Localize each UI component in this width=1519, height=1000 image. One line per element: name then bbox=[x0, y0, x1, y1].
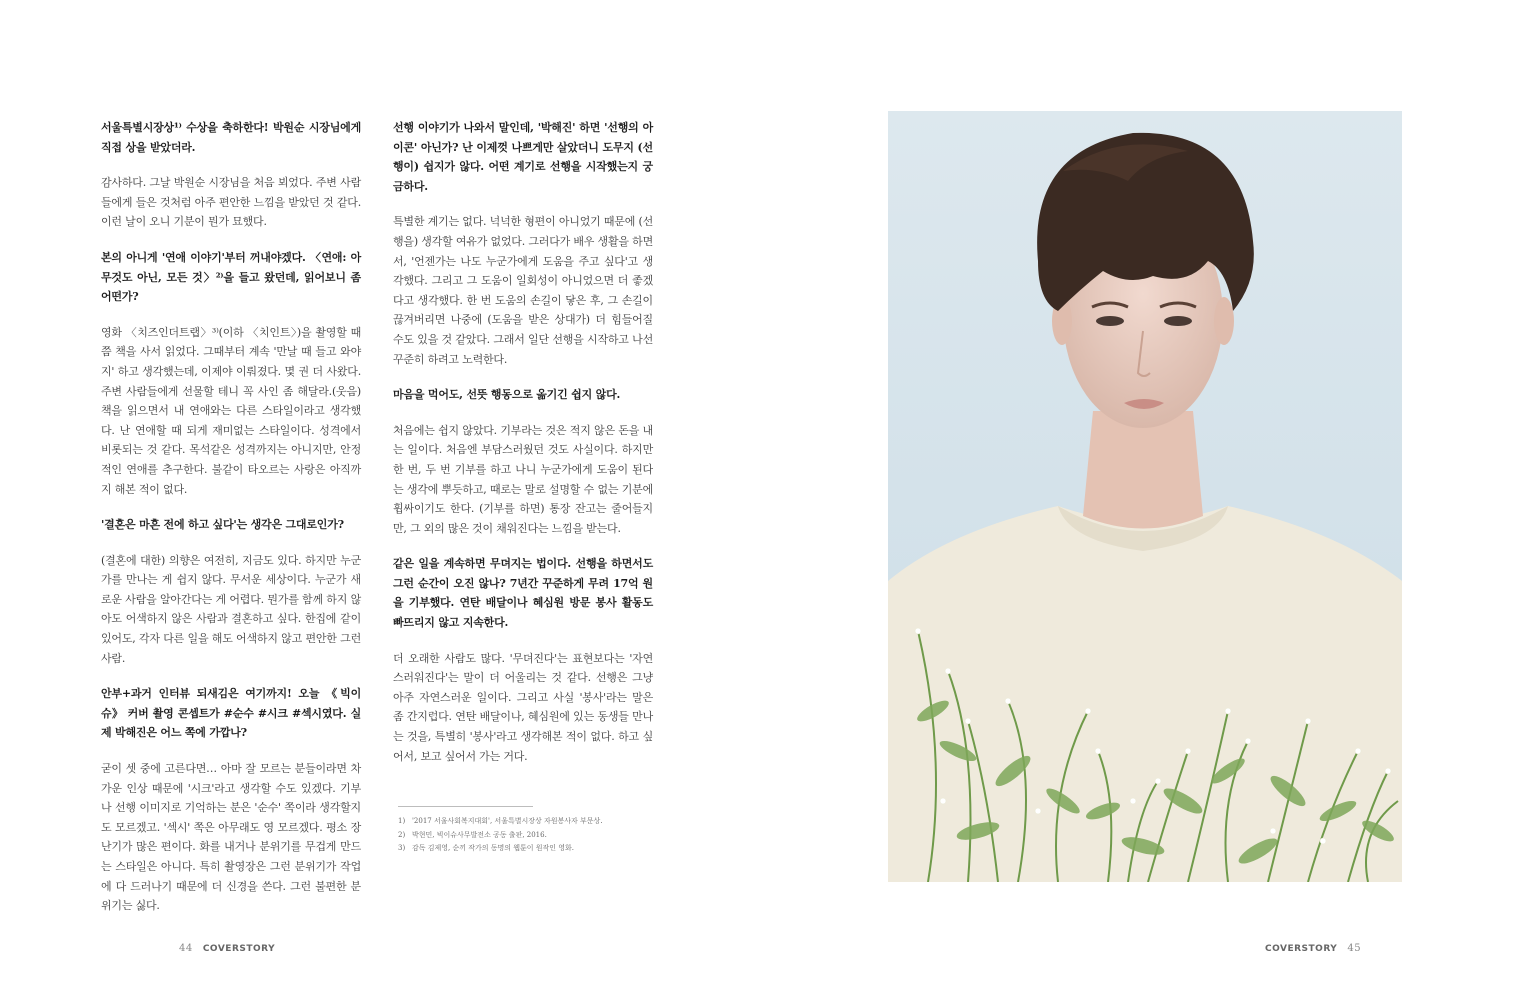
interview-answer: 특별한 계기는 없다. 넉넉한 형편이 아니었기 때문에 (선행을) 생각할 여유가 없었다. 그러다가 배우 생활을 하면서, '언젠가는 나도 누군가에게 도움을 주고 싶다'고 생각했다. 그리고 그 도움이 일회성이 아니었으면 더 좋겠다고 생각했다. 한 번 도움의 손길이 닿은 후, 그 손길이 끊겨버리면 나중에 (도움을 받은 상대가) 더 힘들어질 수도 있을 것 같았다. 그래서 일단 선행을 시작하고 나선 꾸준히 하려고 노력한다. bbox=[393, 215, 653, 366]
article-column-right bbox=[393, 118, 653, 782]
cover-photo bbox=[888, 111, 1402, 882]
interview-answer: 굳이 셋 중에 고른다면… 아마 잘 모르는 분들이라면 차가운 인상 때문에 '시크'라고 생각할 수도 있겠다. 기부나 선행 이미지로 기억하는 분은 '순수' 쪽이라 생각할지도 모르겠고. '섹시' 쪽은 아무래도 영 모르겠다. 평소 장난기가 많은 편이다. 화를 내거나 분위기를 무겁게 만드는 스타일은 아니다. 특히 촬영장은 그런 분위기가 작업에 다 드러나기 때문에 더 신경을 쓴다. 그런 불편한 분위기는 싫다. bbox=[101, 762, 361, 913]
interview-question: 안부+과거 인터뷰 되새김은 여기까지! 오늘 《빅이슈》 커버 촬영 콘셉트가 #순수 #시크 #섹시였다. 실제 박해진은 어느 쪽에 가깝나? bbox=[101, 687, 361, 740]
footnote-number: 3) bbox=[398, 844, 406, 852]
page-number-left: 44 bbox=[179, 943, 193, 954]
interview-answer: 감사하다. 그날 박원순 시장님을 처음 뵈었다. 주변 사람들에게 들은 것처럼 아주 편안한 느낌을 받았던 것 같다. 이런 날이 오니 기분이 뭔가 묘했다. bbox=[101, 176, 361, 229]
footnote-rule bbox=[398, 806, 533, 807]
footnote-text: 박현민, 빅이슈사무발전소 공동 출판, 2016. bbox=[412, 830, 547, 839]
interview-answer: 더 오래한 사람도 많다. '무뎌진다'는 표현보다는 '자연스러워진다'는 말이 더 어울리는 것 같다. 선행은 그냥 아주 자연스러운 일이다. 그리고 사실 '봉사'라는 말은 좀 간지럽다. 연탄 배달이나, 혜심원에 있는 동생들 만나는 것을, 특별히 '봉사'라고 생각해본 적이 없다. 하고 싶어서, 보고 싶어서 가는 거다. bbox=[393, 651, 653, 763]
footnote bbox=[398, 829, 643, 843]
interview-answer: 영화 〈치즈인더트랩〉³⁾(이하 〈치인트〉)을 촬영할 때쯤 책을 사서 읽었다. 그때부터 계속 '만날 때 들고 와야지' 하고 생각했는데, 이제야 이뤄졌다. 몇 권 더 사왔다. 주변 사람들에게 선물할 테니 꼭 사인 좀 해달라.(웃음) 책을 읽으면서 내 연애와는 다른 스타일이라고 생각했다. 난 연애할 때 되게 재미없는 스타일이다. 성격에서 비롯되는 것 같다. 목석같은 성격까지는 아니지만, 안정적인 연애를 추구한다. 불같이 타오르는 사랑은 아직까지 해본 적이 없다. bbox=[101, 325, 361, 496]
footnote-text: '2017 서울사회복지대회', 서울특별시장상 자원봉사자 부문상. bbox=[412, 817, 603, 825]
interview-question: 본의 아니게 '연애 이야기'부터 꺼내야겠다. 〈연애: 아무것도 아닌, 모든 것〉²⁾을 들고 왔던데, 읽어보니 좀 어떤가? bbox=[101, 250, 361, 304]
section-label-left: COVERSTORY bbox=[202, 944, 276, 954]
interview-question: 선행 이야기가 나와서 말인데, '박해진' 하면 '선행의 아이콘' 아닌가? 난 이제껏 나쁘게만 살았더니 도무지 (선행이) 쉽지가 않다. 어떤 계기로 선행을 시작했는지 궁금하다. bbox=[393, 121, 653, 193]
footnote bbox=[398, 842, 643, 856]
footnotes bbox=[398, 806, 643, 856]
folio-right bbox=[1265, 943, 1361, 954]
footnote-text: 감독 김제영, 순끼 작가의 동명의 웹툰이 원작인 영화. bbox=[412, 844, 575, 852]
interview-answer: 처음에는 쉽지 않았다. 기부라는 것은 적지 않은 돈을 내는 일이다. 처음엔 부담스러웠던 것도 사실이다. 하지만 한 번, 두 번 기부를 하고 나니 누군가에게 도움이 된다는 생각에 뿌듯하고, 때로는 말로 설명할 수 없는 기분에 휩싸이기도 한다. (기부를 하면) 통장 잔고는 줄어들지만, 그 외의 많은 것이 채워진다는 느낌을 받는다. bbox=[393, 423, 653, 535]
interview-answer: (결혼에 대한) 의향은 여전히, 지금도 있다. 하지만 누군가를 만나는 게 쉽지 않다. 무서운 세상이다. 누군가 새로운 사람을 알아간다는 게 어렵다. 뭔가를 함께 하지 않아도 어색하지 않은 사람과 결혼하고 싶다. 한집에 같이 있어도, 각자 다른 일을 해도 어색하지 않고 편안한 그런 사람. bbox=[101, 553, 361, 665]
interview-question: 서울특별시장상¹⁾ 수상을 축하한다! 박원순 시장님에게 직접 상을 받았더라. bbox=[101, 121, 361, 154]
footnote-number: 1) bbox=[398, 817, 406, 825]
interview-question: '결혼은 마흔 전에 하고 싶다'는 생각은 그대로인가? bbox=[101, 518, 344, 532]
section-label-right: COVERSTORY bbox=[1265, 944, 1338, 954]
interview-question: 같은 일을 계속하면 무뎌지는 법이다. 선행을 하면서도 그런 순간이 오진 않나? 7년간 꾸준하게 무려 17억 원을 기부했다. 연탄 배달이나 혜심원 방문 봉사 활동도 빠뜨리지 않고 지속한다. bbox=[393, 557, 653, 630]
page-number-right: 45 bbox=[1347, 943, 1362, 954]
footnote-number: 2) bbox=[398, 830, 406, 839]
interview-question: 마음을 먹어도, 선뜻 행동으로 옮기긴 쉽지 않다. bbox=[393, 388, 621, 402]
article-column-left bbox=[101, 118, 361, 932]
folio-left bbox=[179, 943, 275, 954]
footnote bbox=[398, 815, 643, 829]
